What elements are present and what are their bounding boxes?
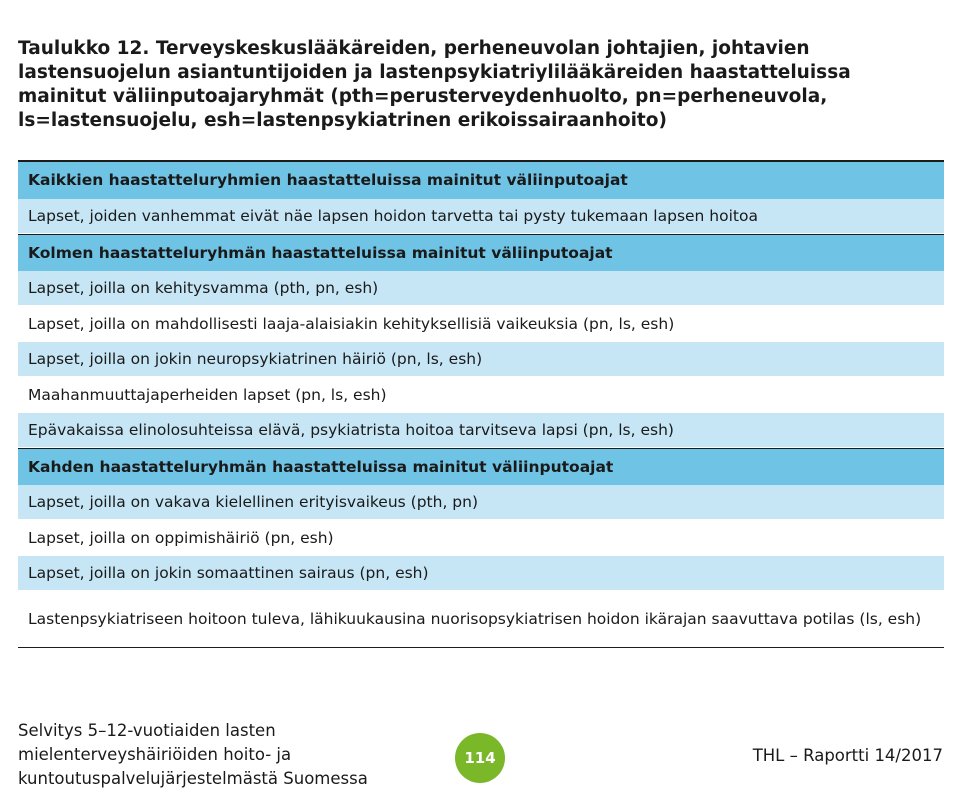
table-row: Lapset, joilla on jokin neuropsykiatrinen häiriö (pn, ls, esh) <box>18 342 944 377</box>
footer-title-line: Selvitys 5–12-vuotiaiden lasten <box>18 721 276 740</box>
page-number-badge <box>455 733 505 783</box>
footer-publication-title <box>18 719 368 791</box>
table <box>18 160 944 648</box>
table-row: Lastenpsykiatriseen hoitoon tuleva, lähikuukausina nuorisopsykiatrisen hoidon ikärajan saavuttava potilas (ls, esh) <box>18 591 944 647</box>
table-row: Lapset, joilla on jokin somaattinen sairaus (pn, esh) <box>18 556 944 591</box>
table-row: Lapset, joilla on mahdollisesti laaja-alaisiakin kehityksellisiä vaikeuksia (pn, ls, esh) <box>18 306 944 342</box>
table-group-header: Kolmen haastatteluryhmän haastatteluissa mainitut väliinputoajat <box>18 234 944 271</box>
table-row: Lapset, joiden vanhemmat eivät näe lapsen hoidon tarvetta tai pysty tukemaan lapsen hoitoa <box>18 199 944 234</box>
table-group-header: Kahden haastatteluryhmän haastatteluissa mainitut väliinputoajat <box>18 448 944 485</box>
table-row: Lapset, joilla on oppimishäiriö (pn, esh) <box>18 520 944 556</box>
table-row: Lapset, joilla on kehitysvamma (pth, pn, esh) <box>18 271 944 306</box>
table-row: Epävakaissa elinolosuhteissa elävä, psykiatrista hoitoa tarvitseva lapsi (pn, ls, esh) <box>18 413 944 448</box>
footer-report-id: THL – Raportti 14/2017 <box>752 746 943 765</box>
footer-title-line: mielenterveyshäiriöiden hoito- ja <box>18 745 292 764</box>
table-row: Lapset, joilla on vakava kielellinen erityisvaikeus (pth, pn) <box>18 485 944 520</box>
page-number: 114 <box>464 749 496 767</box>
footer-title-line: kuntoutuspalvelujärjestelmästä Suomessa <box>18 769 368 788</box>
table-row: Maahanmuuttajaperheiden lapset (pn, ls, esh) <box>18 377 944 413</box>
table-group-header: Kaikkien haastatteluryhmien haastatteluissa mainitut väliinputoajat <box>18 162 944 199</box>
table-caption: Taulukko 12. Terveyskeskuslääkäreiden, perheneuvolan johtajien, johtavien lastensuojelun asiantuntijoiden ja lastenpsykiatriylilääkäreiden haastatteluissa mainitut väliinputoajaryhmät (pth=perusterveydenhuolto, pn=perheneuvola, ls=lastensuojelu, esh=lastenpsykiatrinen erikoissairaanhoito) <box>18 38 851 131</box>
